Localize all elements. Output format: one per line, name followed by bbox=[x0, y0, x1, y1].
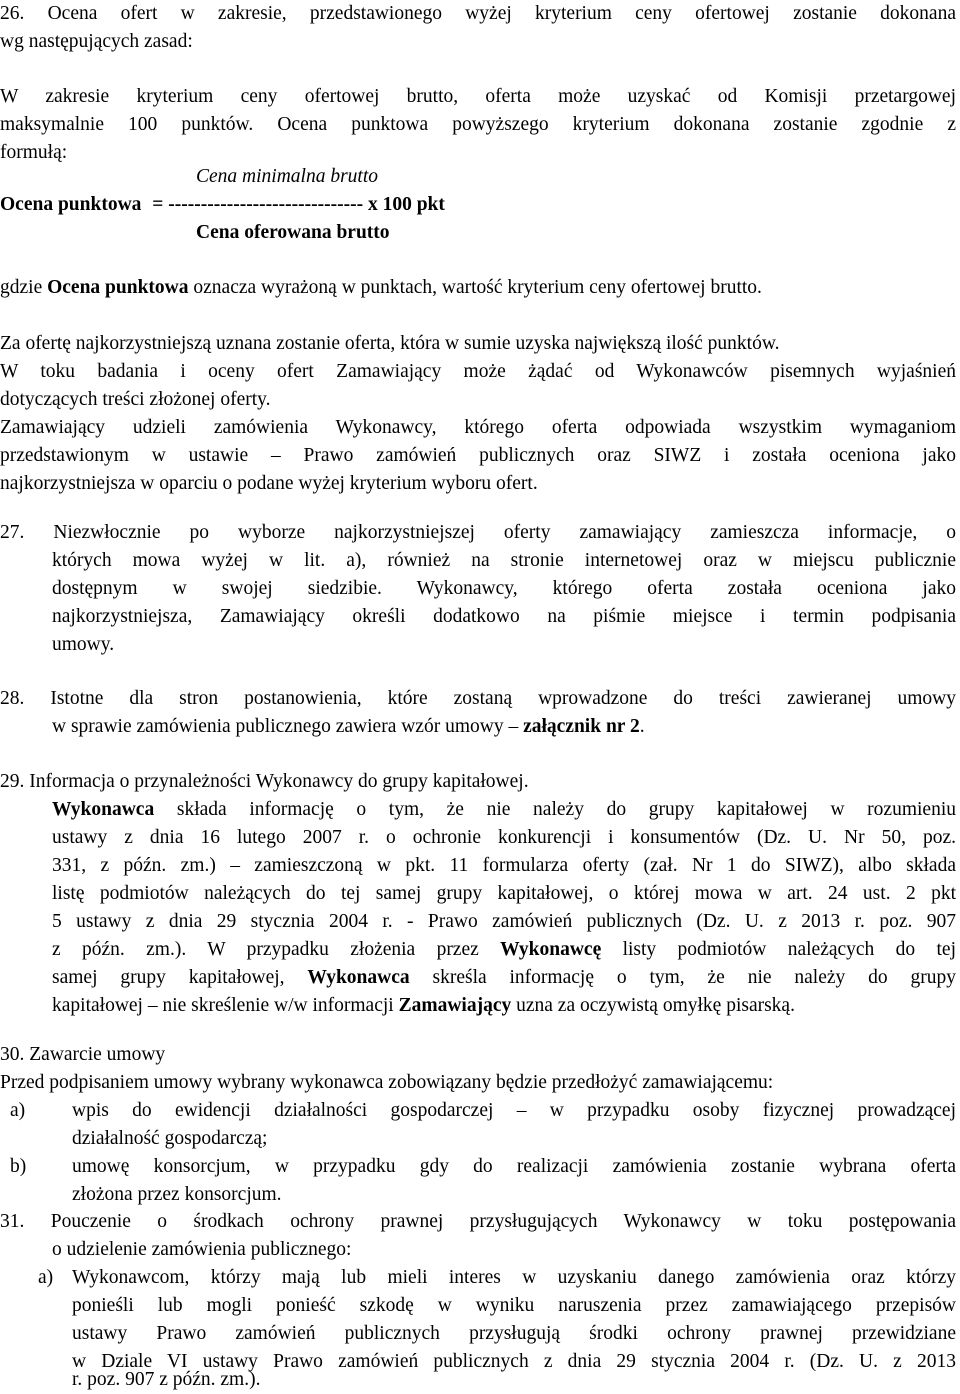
gdzie-post: oznacza wyrażoną w punktach, wartość kryterium ceny ofertowej brutto. bbox=[188, 277, 762, 298]
s30-line-2: Przed podpisaniem umowy wybrany wykonawca zobowiązany będzie przedłożyć zamawiającemu: bbox=[0, 1072, 774, 1093]
s31-line-2: o udzielenie zamówienia publicznego: bbox=[52, 1239, 352, 1260]
s26-para-3c: najkorzystniejsza w oparciu o podane wyżej kryterium wyboru ofert. bbox=[0, 473, 538, 494]
s29-line-1: 29. Informacja o przynależności Wykonawcy do grupy kapitałowej. bbox=[0, 771, 529, 792]
s26-line-5: formułą: bbox=[0, 142, 68, 163]
s29-line-6: 5 ustawy z dnia 29 stycznia 2004 r. - Prawo zamówień publicznych (Dz. U. z 2013 r. poz. 907 bbox=[52, 911, 956, 932]
s26-para-1: Za ofertę najkorzystniejszą uznana zostanie oferta, która w sumie uzyska największą ilość punktów. bbox=[0, 333, 780, 354]
s27-line-2: których mowa wyżej w lit. a), również na stronie internetowej oraz w miejscu publicznie bbox=[52, 550, 956, 571]
s30-item-b-marker: b) bbox=[10, 1156, 27, 1177]
s31-item-a-line-1: Wykonawcom, którzy mają lub mieli interes w uzyskaniu danego zamówienia oraz którzy bbox=[72, 1267, 956, 1288]
s29-line-9-pre: kapitałowej – nie skreślenie w/w informacji bbox=[52, 995, 399, 1016]
s30-item-b-line-2: złożona przez konsorcjum. bbox=[72, 1184, 282, 1205]
s29-line-7 bbox=[52, 936, 956, 964]
s29-line-4: 331, z późn. zm.) – zamieszczoną w pkt. 11 formularza oferty (zał. Nr 1 do SIWZ), albo składa bbox=[52, 855, 956, 876]
s31-item-a-line-5: r. poz. 907 z późn. zm.). bbox=[72, 1369, 261, 1390]
s29-line-7-pre: z późn. zm.). W przypadku złożenia przez bbox=[52, 939, 501, 960]
s29-line-9-post: uzna za oczywistą omyłkę pisarską. bbox=[511, 995, 795, 1016]
s27-line-5: umowy. bbox=[52, 634, 115, 655]
s31-line-1: 31. Pouczenie o środkach ochrony prawnej przysługujących Wykonawcy w toku postępowania bbox=[0, 1211, 956, 1232]
s26-para-2a: W toku badania i oceny ofert Zamawiający może żądać od Wykonawców pisemnych wyjaśnień bbox=[0, 361, 956, 382]
formula-denominator: Cena oferowana brutto bbox=[196, 222, 390, 243]
s29-line-7-post: listy podmiotów należących do tej bbox=[601, 939, 957, 960]
s29-line-3: ustawy z dnia 16 lutego 2007 r. o ochronie konkurencji i konsumentów (Dz. U. Nr 50, poz. bbox=[52, 827, 956, 848]
s29-line-8-bold: Wykonawca bbox=[307, 967, 410, 988]
s29-line-7-bold: Wykonawcę bbox=[500, 939, 602, 960]
s29-line-5: listę podmiotów należących do tej samej grupy kapitałowej, o której mowa w art. 24 ust. 2 pkt bbox=[52, 883, 956, 904]
s28-line-2-pre: w sprawie zamówienia publicznego zawiera wzór umowy – bbox=[52, 716, 524, 737]
s30-heading: 30. Zawarcie umowy bbox=[0, 1044, 166, 1065]
s26-line-2: wg następujących zasad: bbox=[0, 31, 193, 52]
s29-line-2-bold: Wykonawca bbox=[52, 799, 155, 820]
formula-label: Ocena punktowa bbox=[0, 194, 142, 215]
s28-line-2 bbox=[52, 713, 956, 741]
s29-line-8-post: skreśla informację o tym, że nie należy do grupy bbox=[409, 967, 956, 988]
s30-item-b-line-1: umowę konsorcjum, w przypadku gdy do realizacji zamówienia zostanie wybrana oferta bbox=[72, 1156, 956, 1177]
s31-item-a-line-2: ponieśli lub mogli ponieść szkodę w wyniku naruszenia przez zamawiającego przepisów bbox=[72, 1295, 956, 1316]
gdzie-bold: Ocena punktowa bbox=[47, 277, 189, 298]
s27-line-1: 27. Niezwłocznie po wyborze najkorzystniejszej oferty zamawiający zamieszcza informacje, o bbox=[0, 522, 956, 543]
formula-row bbox=[0, 191, 445, 219]
attachment-2-ref: załącznik nr 2 bbox=[523, 716, 640, 737]
s26-line-4: maksymalnie 100 punktów. Ocena punktowa powyższego kryterium dokonana zostanie zgodnie z bbox=[0, 114, 956, 135]
s29-line-2-post: składa informację o tym, że nie należy do grupy kapitałowej w rozumieniu bbox=[154, 799, 956, 820]
s30-item-a-line-1: wpis do ewidencji działalności gospodarczej – w przypadku osoby fizycznej prowadzącej bbox=[72, 1100, 956, 1121]
gdzie-pre: gdzie bbox=[0, 277, 48, 298]
s29-line-8 bbox=[52, 964, 956, 992]
formula-line: = ------------------------------ x 100 pkt bbox=[152, 194, 445, 215]
s31-item-a-line-4: w Dziale VI ustawy Prawo zamówień publicznych z dnia 29 stycznia 2004 r. (Dz. U. z 2013 bbox=[72, 1351, 956, 1372]
s26-para-3a: Zamawiający udzieli zamówienia Wykonawcy, którego oferta odpowiada wszystkim wymaganiom bbox=[0, 417, 956, 438]
s31-item-a-marker: a) bbox=[38, 1267, 54, 1288]
s26-line-1: 26. Ocena ofert w zakresie, przedstawionego wyżej kryterium ceny ofertowej zostanie dokonana bbox=[0, 3, 956, 24]
s29-line-8-pre: samej grupy kapitałowej, bbox=[52, 967, 308, 988]
s26-para-2b: dotyczących treści złożonej oferty. bbox=[0, 389, 271, 410]
s29-line-9-bold: Zamawiający bbox=[398, 995, 512, 1016]
s26-line-3: W zakresie kryterium ceny ofertowej brutto, oferta może uzyskać od Komisji przetargowej bbox=[0, 86, 956, 107]
s29-line-9 bbox=[52, 992, 956, 1020]
s31-item-a-line-3: ustawy Prawo zamówień publicznych przysługują środki ochrony prawnej przewidziane bbox=[72, 1323, 956, 1344]
s30-item-a-line-2: działalność gospodarczą; bbox=[72, 1128, 268, 1149]
formula-numerator: Cena minimalna brutto bbox=[196, 166, 379, 187]
s29-line-2 bbox=[52, 796, 956, 824]
s28-line-1: 28. Istotne dla stron postanowienia, które zostaną wprowadzone do treści zawieranej umowy bbox=[0, 688, 956, 709]
s30-item-a-marker: a) bbox=[10, 1100, 26, 1121]
gdzie-line bbox=[0, 274, 956, 302]
s27-line-4: najkorzystniejsza, Zamawiający określi dodatkowo na piśmie miejsce i termin podpisania bbox=[52, 606, 956, 627]
s28-line-2-post: . bbox=[639, 716, 645, 737]
s27-line-3: dostępnym w swojej siedzibie. Wykonawcy, którego oferta została oceniona jako bbox=[52, 578, 956, 599]
s26-para-3b: przedstawionym w ustawie – Prawo zamówień publicznych oraz SIWZ i została oceniona jako bbox=[0, 445, 956, 466]
